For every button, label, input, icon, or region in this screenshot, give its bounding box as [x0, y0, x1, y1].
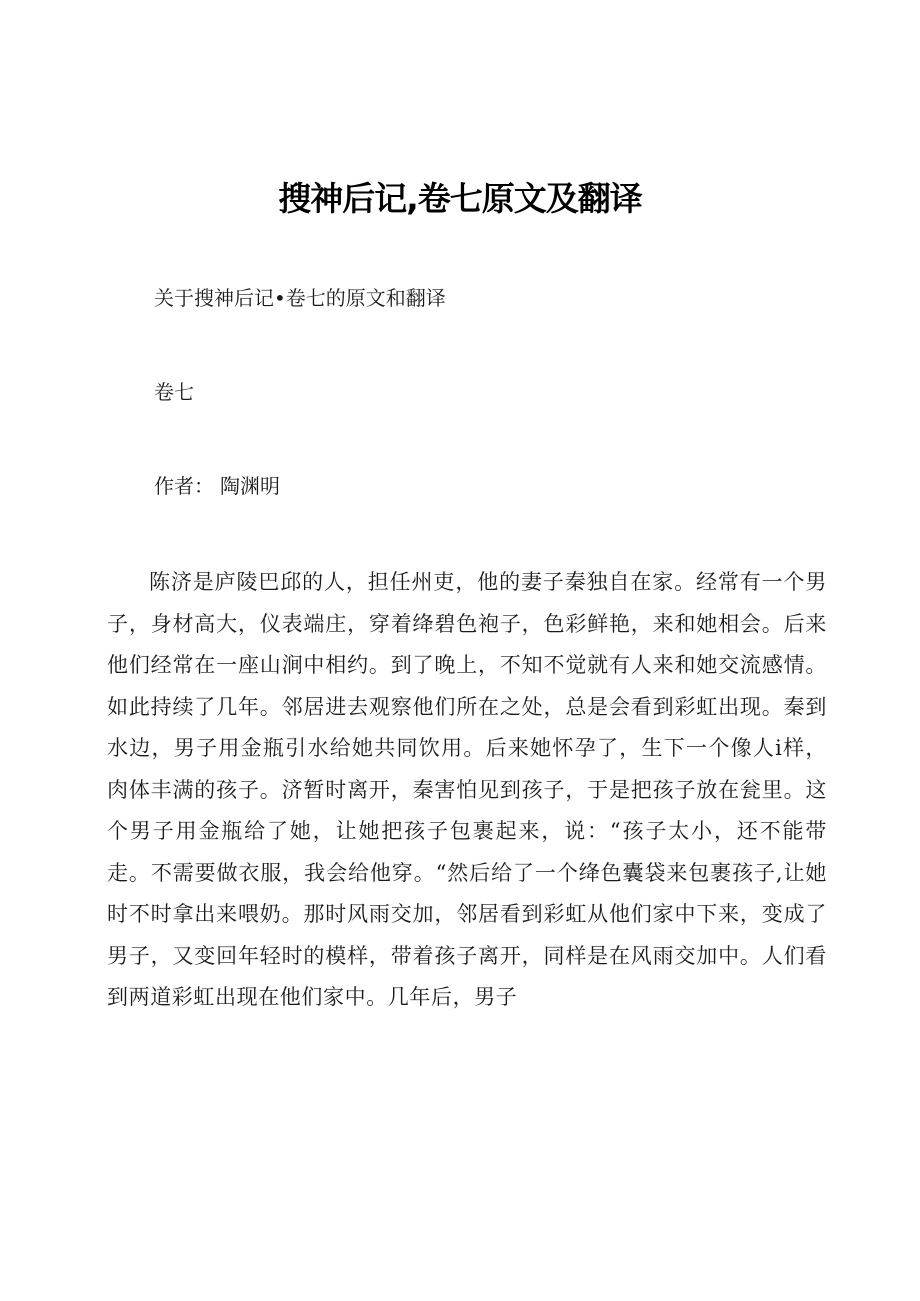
- volume-heading: 卷七: [154, 380, 194, 404]
- document-subtitle: 关于搜神后记•卷七的原文和翻译: [154, 286, 446, 310]
- author-label: 作者：: [154, 474, 214, 498]
- author-line: [154, 472, 280, 500]
- author-name: 陶渊明: [220, 474, 280, 498]
- document-title: 搜神后记,卷七原文及翻译: [278, 179, 642, 218]
- body-paragraph: 陈济是庐陵巴邱的人，担任州吏，他的妻子秦独自在家。经常有一个男子，身材高大，仪表端庄，穿着绛碧色袍子，色彩鲜艳，来和她相会。后来他们经常在一座山涧中相约。到了晚上，不知不觉就有人来和她交流感情。如此持续了几年。邻居进去观察他们所在之处，总是会看到彩虹出现。秦到水边，男子用金瓶引水给她共同饮用。后来她怀孕了，生下一个像人i样，肉体丰满的孩子。济暂时离开，秦害怕见到孩子，于是把孩子放在瓮里。这个男子用金瓶给了她，让她把孩子包裹起来，说：“孩子太小，还不能带走。不需要做衣服，我会给他穿。“然后给了一个绛色囊袋来包裹孩子,让她时不时拿出来喂奶。那时风雨交加，邻居看到彩虹从他们家中下来，变成了男子，又变回年轻时的模样，带着孩子离开，同样是在风雨交加中。人们看到两道彩虹出现在他们家中。几年后，男子: [107, 570, 827, 1009]
